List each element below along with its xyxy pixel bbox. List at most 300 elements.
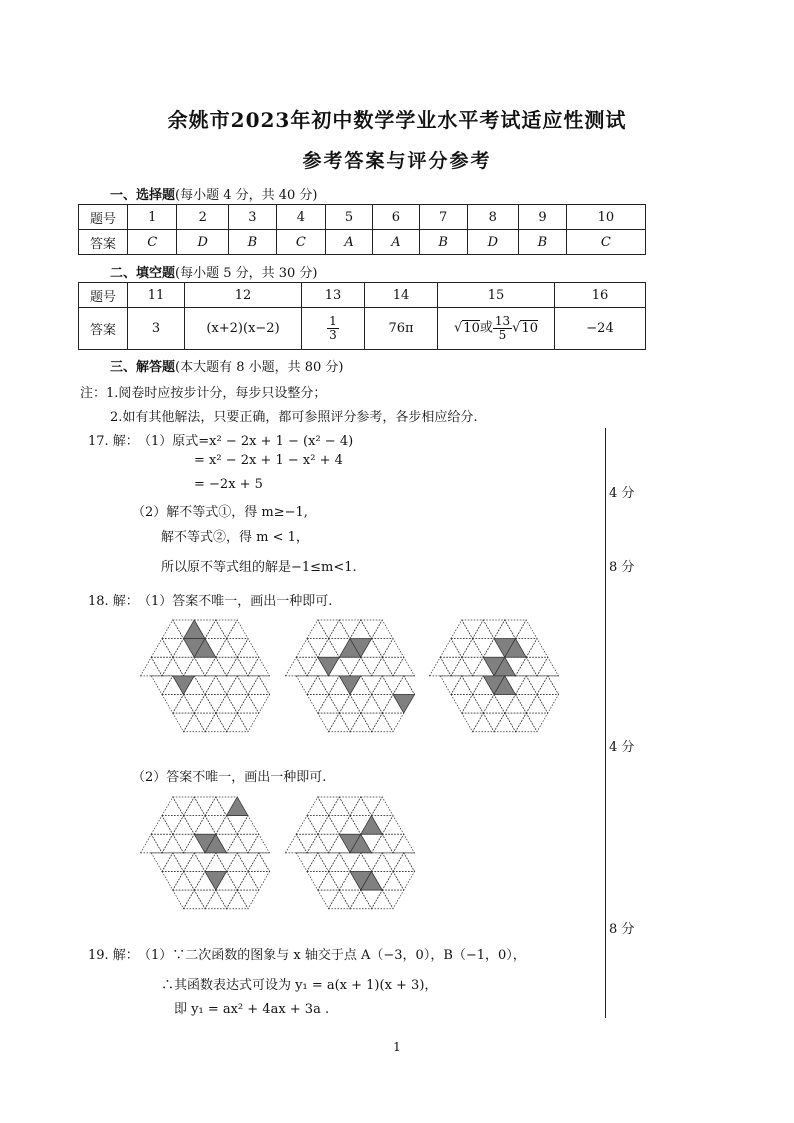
grid-triangle bbox=[516, 676, 538, 695]
section2-title: 二、填空题 bbox=[110, 266, 176, 281]
grid-triangle bbox=[329, 620, 351, 639]
grid-triangle bbox=[296, 639, 318, 658]
answer-cell: D bbox=[467, 230, 519, 255]
grid-triangle bbox=[483, 694, 505, 713]
grid-triangle bbox=[237, 639, 259, 658]
grid-triangle bbox=[173, 871, 195, 890]
grid-triangle bbox=[307, 676, 329, 695]
grid-triangle bbox=[329, 797, 351, 816]
grid-triangle bbox=[227, 713, 249, 732]
grid-triangle bbox=[516, 620, 538, 639]
grid-triangle bbox=[329, 694, 351, 713]
grid-triangle bbox=[205, 620, 227, 639]
grid-triangle bbox=[318, 620, 340, 639]
q17-line2: = x² − 2x + 1 − x² + 4 bbox=[194, 453, 343, 468]
q19-line3: 即 y₁ = ax² + 4ax + 3a . bbox=[174, 1002, 330, 1017]
shaded-triangle bbox=[184, 620, 206, 639]
grid-triangle bbox=[248, 657, 270, 676]
page-title: 余姚市2023年初中数学学业水平考试适应性测试 bbox=[167, 108, 627, 132]
grid-triangle bbox=[162, 834, 184, 853]
grid-triangle bbox=[372, 834, 394, 853]
note-1: 注：1.阅卷时应按步计分，每步只设整分； bbox=[80, 386, 327, 401]
grid-triangle bbox=[151, 676, 173, 695]
grid-triangle bbox=[162, 797, 184, 816]
grid-triangle bbox=[184, 890, 206, 909]
row-label-question: 题号 bbox=[79, 283, 128, 308]
grid-triangle bbox=[329, 853, 351, 872]
row-label-question: 题号 bbox=[79, 205, 128, 230]
grid-triangle bbox=[361, 713, 383, 732]
grid-triangle bbox=[194, 657, 216, 676]
sqrt-symbol: √ bbox=[454, 321, 463, 336]
grid-triangle bbox=[173, 657, 195, 676]
grid-triangle bbox=[162, 620, 184, 639]
grid-triangle bbox=[237, 871, 259, 890]
q17-label: 17. 解： bbox=[88, 434, 139, 449]
grid-triangle bbox=[194, 890, 216, 909]
grid-triangle bbox=[462, 657, 484, 676]
hex-grid-figure-5 bbox=[285, 795, 415, 928]
section2-heading bbox=[110, 262, 318, 281]
grid-triangle bbox=[350, 620, 372, 639]
grid-triangle bbox=[205, 676, 227, 695]
grid-triangle bbox=[382, 713, 404, 732]
grid-triangle bbox=[151, 657, 173, 676]
grid-triangle bbox=[361, 620, 383, 639]
grid-triangle bbox=[318, 639, 340, 658]
grid-triangle bbox=[141, 834, 163, 853]
q-num: 13 bbox=[302, 283, 365, 308]
grid-triangle bbox=[248, 676, 270, 695]
grid-triangle bbox=[361, 694, 383, 713]
grid-triangle bbox=[339, 713, 361, 732]
grid-triangle bbox=[296, 816, 318, 835]
answer-cell: B bbox=[419, 230, 467, 255]
numerator: 13 bbox=[494, 314, 511, 329]
grid-triangle bbox=[372, 657, 394, 676]
grid-triangle bbox=[318, 853, 340, 872]
q17-line6: 所以原不等式组的解是−1≤m<1. bbox=[161, 560, 357, 575]
grid-triangle bbox=[526, 639, 548, 658]
or-word: 或 bbox=[479, 321, 493, 336]
grid-triangle bbox=[216, 657, 238, 676]
fraction bbox=[327, 315, 339, 341]
answer-cell: C bbox=[128, 230, 177, 255]
grid-triangle bbox=[227, 853, 249, 872]
grid-triangle bbox=[173, 834, 195, 853]
shaded-triangle bbox=[393, 694, 415, 713]
grid-triangle bbox=[339, 890, 361, 909]
hex-grid-figure-2 bbox=[285, 618, 415, 751]
grid-triangle bbox=[329, 713, 351, 732]
grid-triangle bbox=[372, 676, 394, 695]
q19-line2: ∴其函数表达式可设为 y₁ = a(x + 1)(x + 3)， bbox=[161, 978, 438, 993]
grid-triangle bbox=[526, 657, 548, 676]
answer-cell: B bbox=[519, 230, 567, 255]
grid-triangle bbox=[227, 834, 249, 853]
q-num: 10 bbox=[566, 205, 645, 230]
grid-triangle bbox=[307, 639, 329, 658]
shaded-triangle bbox=[339, 676, 361, 695]
grid-triangle bbox=[462, 713, 484, 732]
q-num: 5 bbox=[326, 205, 373, 230]
grid-triangle bbox=[462, 694, 484, 713]
grid-triangle bbox=[296, 834, 318, 853]
grid-triangle bbox=[248, 853, 270, 872]
shaded-triangle bbox=[318, 657, 340, 676]
q18-label: 18. 解： bbox=[88, 594, 139, 609]
grid-triangle bbox=[307, 694, 329, 713]
grid-triangle bbox=[205, 657, 227, 676]
q19-label: 19. 解： bbox=[88, 948, 139, 963]
grid-triangle bbox=[237, 890, 259, 909]
grid-triangle bbox=[173, 853, 195, 872]
answer-cell: B bbox=[229, 230, 277, 255]
numerator: 1 bbox=[329, 314, 337, 329]
grid-triangle bbox=[216, 816, 238, 835]
hex-grid-figure-3 bbox=[429, 618, 559, 751]
q18-part1: （1）答案不唯一，画出一种即可. bbox=[138, 594, 333, 609]
fraction bbox=[493, 315, 512, 341]
grid-triangle bbox=[227, 639, 249, 658]
grid-triangle bbox=[259, 676, 270, 695]
q18-part2: （2）答案不唯一，画出一种即可. bbox=[132, 770, 327, 785]
q-num: 12 bbox=[185, 283, 302, 308]
grid-triangle bbox=[151, 816, 173, 835]
grid-triangle bbox=[237, 694, 259, 713]
denominator: 5 bbox=[498, 328, 507, 342]
q17-line5: 解不等式②，得 m < 1， bbox=[161, 530, 309, 545]
answer-cell: D bbox=[177, 230, 229, 255]
grid-triangle bbox=[494, 620, 516, 639]
grid-triangle bbox=[307, 797, 329, 816]
grid-triangle bbox=[516, 694, 538, 713]
grid-triangle bbox=[194, 694, 216, 713]
q-num: 14 bbox=[365, 283, 438, 308]
grid-triangle bbox=[248, 871, 270, 890]
fill-answer-table bbox=[78, 282, 646, 350]
grid-triangle bbox=[205, 694, 227, 713]
shaded-triangle bbox=[205, 871, 227, 890]
grid-triangle bbox=[361, 676, 383, 695]
grid-triangle bbox=[339, 797, 361, 816]
q18-score-2: 8 分 bbox=[609, 922, 635, 937]
grid-triangle bbox=[227, 890, 249, 909]
grid-triangle bbox=[151, 853, 173, 872]
grid-triangle bbox=[537, 694, 559, 713]
grid-triangle bbox=[237, 713, 259, 732]
grid-triangle bbox=[237, 676, 259, 695]
grid-triangle bbox=[216, 620, 238, 639]
grid-triangle bbox=[227, 657, 249, 676]
sqrt-symbol: √ bbox=[512, 321, 521, 336]
grid-triangle bbox=[548, 676, 559, 695]
section3-title: 三、解答题 bbox=[110, 360, 176, 375]
page-number: 1 bbox=[393, 1040, 401, 1054]
grid-triangle bbox=[184, 816, 206, 835]
grid-triangle bbox=[184, 657, 206, 676]
grid-triangle bbox=[393, 657, 415, 676]
grid-triangle bbox=[494, 694, 516, 713]
grid-triangle bbox=[248, 834, 270, 853]
note-2: 2.如有其他解法，只要正确，都可参照评分参考，各步相应给分. bbox=[110, 410, 478, 425]
grid-triangle bbox=[248, 694, 270, 713]
q18-score-1: 4 分 bbox=[609, 740, 635, 755]
grid-triangle bbox=[162, 694, 184, 713]
q-num: 1 bbox=[128, 205, 177, 230]
q19-part1: （1）∵二次函数的图象与 x 轴交于点 A（−3，0），B（−1，0）， bbox=[138, 948, 526, 963]
grid-triangle bbox=[339, 657, 361, 676]
q-num: 11 bbox=[128, 283, 185, 308]
grid-triangle bbox=[451, 657, 473, 676]
grid-triangle bbox=[205, 890, 227, 909]
q-num: 4 bbox=[276, 205, 325, 230]
grid-triangle bbox=[194, 713, 216, 732]
grid-triangle bbox=[440, 676, 462, 695]
answer-cell: C bbox=[276, 230, 325, 255]
grid-triangle bbox=[216, 676, 238, 695]
grid-triangle bbox=[393, 871, 415, 890]
score-column-rule bbox=[605, 428, 606, 1018]
q-num: 2 bbox=[177, 205, 229, 230]
grid-triangle bbox=[393, 676, 415, 695]
grid-triangle bbox=[473, 713, 495, 732]
grid-triangle bbox=[318, 797, 340, 816]
q17-line3: = −2x + 5 bbox=[194, 477, 263, 492]
grid-triangle bbox=[307, 834, 329, 853]
grid-triangle bbox=[372, 797, 394, 816]
page-subtitle: 参考答案与评分参考 bbox=[302, 150, 492, 172]
q-num: 3 bbox=[229, 205, 277, 230]
grid-triangle bbox=[259, 853, 270, 872]
grid-triangle bbox=[162, 657, 184, 676]
grid-triangle bbox=[372, 890, 394, 909]
grid-triangle bbox=[216, 694, 238, 713]
row-label-answer: 答案 bbox=[79, 308, 128, 350]
grid-triangle bbox=[462, 676, 484, 695]
grid-triangle bbox=[393, 853, 415, 872]
grid-triangle bbox=[440, 657, 462, 676]
q-num: 6 bbox=[372, 205, 419, 230]
grid-triangle bbox=[329, 871, 351, 890]
q17-score-2: 8 分 bbox=[609, 560, 635, 575]
grid-triangle bbox=[205, 853, 227, 872]
hex-grid-figure-4 bbox=[140, 795, 270, 928]
grid-triangle bbox=[361, 657, 383, 676]
grid-triangle bbox=[184, 694, 206, 713]
q17-score-1: 4 分 bbox=[609, 486, 635, 501]
shaded-triangle bbox=[227, 797, 249, 816]
grid-triangle bbox=[516, 713, 538, 732]
grid-triangle bbox=[184, 853, 206, 872]
grid-triangle bbox=[462, 620, 484, 639]
row-label-answer: 答案 bbox=[79, 230, 128, 255]
q-num: 9 bbox=[519, 205, 567, 230]
grid-triangle bbox=[216, 853, 238, 872]
grid-triangle bbox=[372, 694, 394, 713]
grid-triangle bbox=[205, 797, 227, 816]
answer-12: (x+2)(x−2) bbox=[185, 308, 302, 350]
grid-triangle bbox=[307, 816, 329, 835]
answer-cell: A bbox=[326, 230, 373, 255]
grid-triangle bbox=[451, 676, 473, 695]
grid-triangle bbox=[307, 620, 329, 639]
grid-triangle bbox=[318, 816, 340, 835]
grid-triangle bbox=[350, 713, 372, 732]
grid-triangle bbox=[162, 853, 184, 872]
grid-triangle bbox=[537, 676, 559, 695]
grid-triangle bbox=[505, 713, 527, 732]
grid-triangle bbox=[162, 816, 184, 835]
grid-triangle bbox=[151, 639, 173, 658]
shaded-triangle bbox=[173, 676, 195, 695]
q-num: 16 bbox=[555, 283, 646, 308]
grid-triangle bbox=[462, 639, 484, 658]
grid-triangle bbox=[451, 639, 473, 658]
section1-title: 一、选择题 bbox=[110, 188, 176, 203]
grid-triangle bbox=[526, 713, 548, 732]
grid-triangle bbox=[216, 713, 238, 732]
q-num: 8 bbox=[467, 205, 519, 230]
grid-triangle bbox=[141, 657, 163, 676]
grid-triangle bbox=[382, 657, 404, 676]
grid-triangle bbox=[216, 890, 238, 909]
answer-15 bbox=[438, 308, 555, 350]
grid-triangle bbox=[505, 620, 527, 639]
grid-triangle bbox=[194, 676, 216, 695]
grid-triangle bbox=[473, 639, 495, 658]
grid-triangle bbox=[237, 834, 259, 853]
grid-triangle bbox=[173, 694, 195, 713]
grid-triangle bbox=[194, 797, 216, 816]
grid-triangle bbox=[296, 657, 318, 676]
choice-answer-table bbox=[78, 204, 646, 255]
grid-triangle bbox=[184, 713, 206, 732]
grid-triangle bbox=[451, 694, 473, 713]
radicand: 10 bbox=[463, 321, 480, 336]
grid-triangle bbox=[184, 797, 206, 816]
grid-triangle bbox=[516, 657, 538, 676]
grid-triangle bbox=[473, 620, 495, 639]
grid-triangle bbox=[350, 853, 372, 872]
denominator: 3 bbox=[329, 328, 337, 342]
grid-triangle bbox=[350, 694, 372, 713]
answer-cell: C bbox=[566, 230, 645, 255]
grid-triangle bbox=[318, 871, 340, 890]
grid-triangle bbox=[162, 871, 184, 890]
grid-triangle bbox=[194, 816, 216, 835]
grid-triangle bbox=[526, 676, 548, 695]
grid-triangle bbox=[227, 694, 249, 713]
grid-triangle bbox=[372, 639, 394, 658]
grid-triangle bbox=[227, 871, 249, 890]
grid-triangle bbox=[296, 853, 318, 872]
grid-triangle bbox=[382, 639, 404, 658]
grid-triangle bbox=[350, 657, 372, 676]
grid-triangle bbox=[350, 797, 372, 816]
q-num: 15 bbox=[438, 283, 555, 308]
grid-triangle bbox=[430, 657, 452, 676]
grid-triangle bbox=[483, 620, 505, 639]
grid-triangle bbox=[237, 853, 259, 872]
grid-triangle bbox=[296, 676, 318, 695]
grid-triangle bbox=[361, 853, 383, 872]
grid-triangle bbox=[339, 694, 361, 713]
grid-triangle bbox=[537, 657, 559, 676]
grid-triangle bbox=[173, 797, 195, 816]
grid-triangle bbox=[227, 676, 249, 695]
grid-triangle bbox=[505, 694, 527, 713]
grid-triangle bbox=[162, 639, 184, 658]
grid-triangle bbox=[318, 676, 340, 695]
grid-triangle bbox=[184, 871, 206, 890]
answer-13 bbox=[302, 308, 365, 350]
grid-triangle bbox=[339, 620, 361, 639]
grid-triangle bbox=[382, 834, 404, 853]
grid-triangle bbox=[483, 713, 505, 732]
grid-triangle bbox=[350, 890, 372, 909]
grid-triangle bbox=[526, 694, 548, 713]
grid-triangle bbox=[372, 853, 394, 872]
grid-triangle bbox=[237, 657, 259, 676]
grid-triangle bbox=[237, 816, 259, 835]
answer-16: −24 bbox=[555, 308, 646, 350]
hex-grid-figure-1 bbox=[140, 618, 270, 751]
grid-triangle bbox=[329, 890, 351, 909]
grid-triangle bbox=[372, 620, 394, 639]
section1-note: (每小题 4 分，共 40 分) bbox=[175, 188, 318, 203]
answer-11: 3 bbox=[128, 308, 185, 350]
grid-triangle bbox=[173, 713, 195, 732]
grid-triangle bbox=[473, 694, 495, 713]
grid-triangle bbox=[307, 853, 329, 872]
grid-triangle bbox=[286, 657, 308, 676]
grid-triangle bbox=[494, 713, 516, 732]
grid-triangle bbox=[173, 816, 195, 835]
q17-part1: （1）原式=x² − 2x + 1 − (x² − 4) bbox=[138, 434, 354, 449]
grid-triangle bbox=[382, 676, 404, 695]
grid-triangle bbox=[339, 853, 361, 872]
grid-triangle bbox=[329, 816, 351, 835]
grid-triangle bbox=[382, 853, 404, 872]
grid-triangle bbox=[205, 713, 227, 732]
grid-triangle bbox=[318, 713, 340, 732]
grid-triangle bbox=[382, 890, 404, 909]
grid-triangle bbox=[361, 890, 383, 909]
radicand: 10 bbox=[521, 321, 538, 336]
grid-triangle bbox=[173, 890, 195, 909]
grid-triangle bbox=[404, 853, 415, 872]
grid-triangle bbox=[382, 816, 404, 835]
grid-triangle bbox=[307, 871, 329, 890]
grid-triangle bbox=[318, 694, 340, 713]
grid-triangle bbox=[440, 639, 462, 658]
grid-triangle bbox=[318, 890, 340, 909]
grid-triangle bbox=[151, 834, 173, 853]
q17-part2: （2）解不等式①，得 m≥−1, bbox=[132, 505, 308, 520]
answer-14: 76π bbox=[365, 308, 438, 350]
grid-triangle bbox=[372, 713, 394, 732]
grid-triangle bbox=[382, 871, 404, 890]
grid-triangle bbox=[227, 816, 249, 835]
grid-triangle bbox=[451, 620, 473, 639]
grid-triangle bbox=[205, 816, 227, 835]
section2-note: (每小题 5 分，共 30 分) bbox=[175, 266, 318, 281]
q-num: 7 bbox=[419, 205, 467, 230]
grid-triangle bbox=[227, 620, 249, 639]
grid-triangle bbox=[339, 816, 361, 835]
grid-triangle bbox=[194, 853, 216, 872]
